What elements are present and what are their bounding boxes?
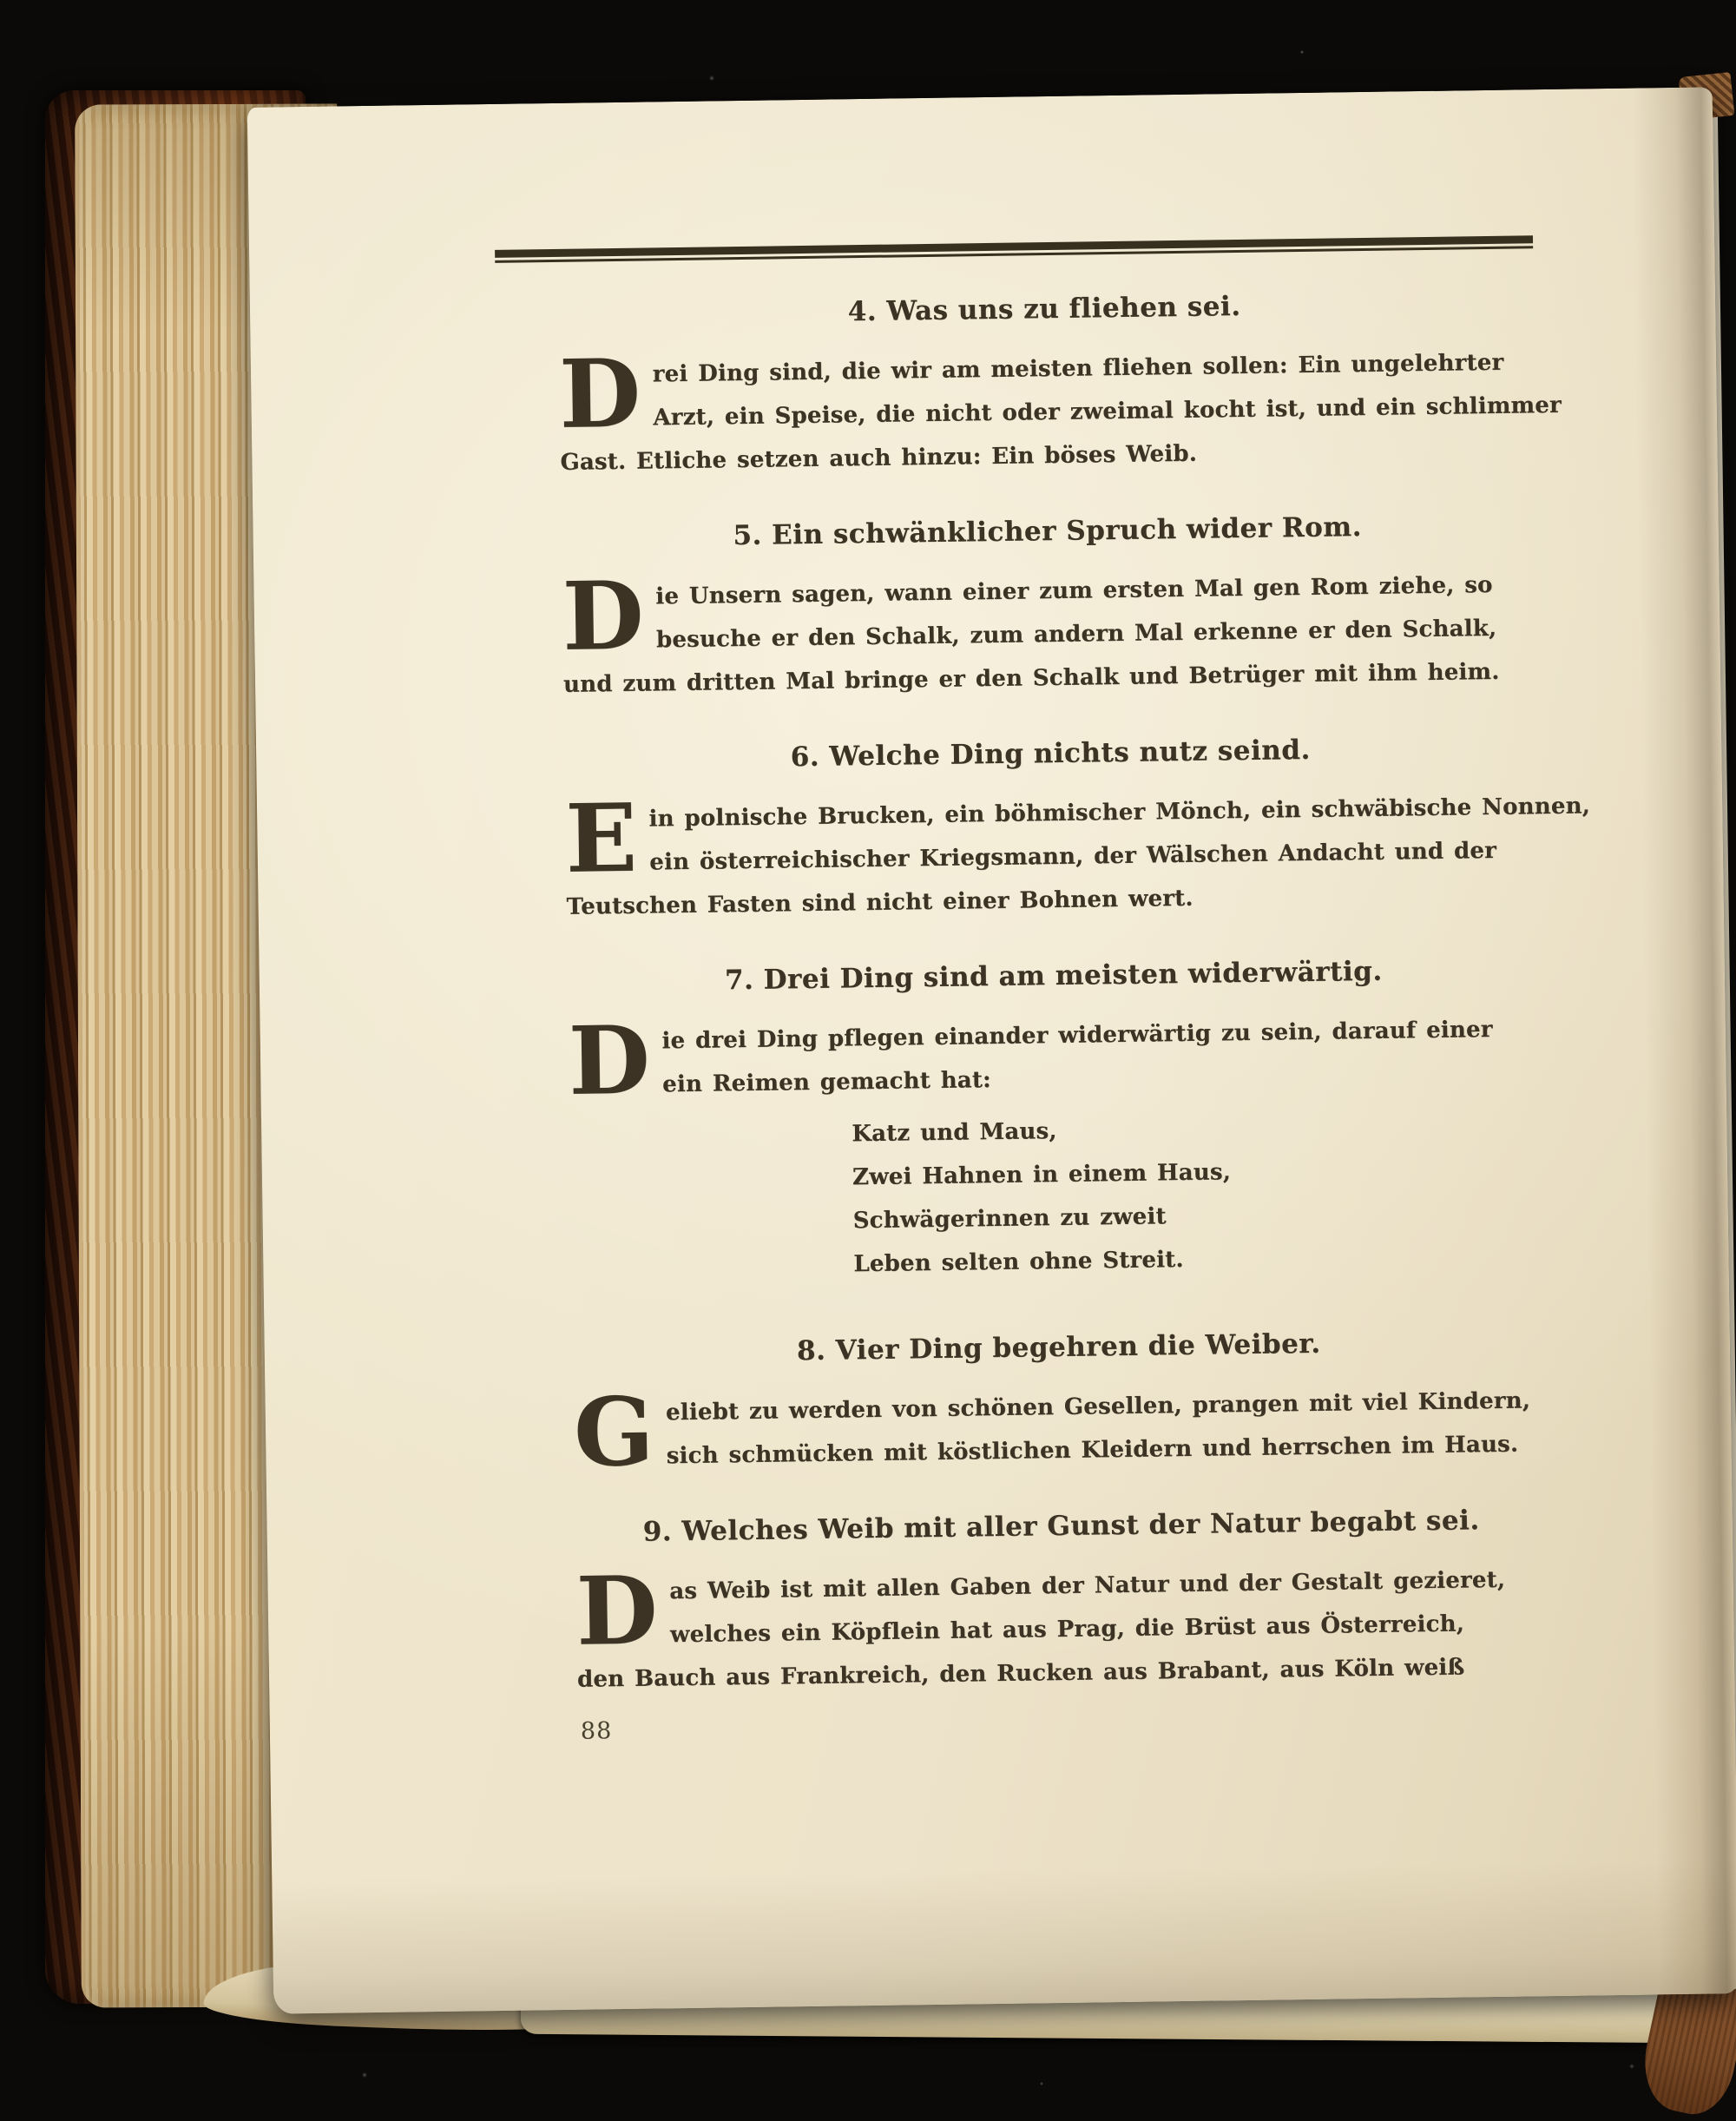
page-number: 88 <box>580 1717 613 1745</box>
verse-line: Katz und Maus, <box>852 1117 1057 1148</box>
drop-cap: E <box>564 783 638 894</box>
section-heading: 8. Vier Ding begehren die Weiber. <box>796 1327 1321 1367</box>
section-paragraph <box>575 1558 1549 1702</box>
body-line: in polnische Brucken, ein böhmischer Mönch, ein schwäbische Nonnen, <box>648 793 1591 833</box>
section-heading: 5. Ein schwänklicher Spruch wider Rom. <box>733 511 1363 552</box>
proverb-section-9 <box>575 1504 1549 1702</box>
section-paragraph <box>564 783 1591 929</box>
verse-line: Zwei Hahnen in einem Haus, <box>852 1159 1232 1191</box>
body-line: ie drei Ding pflegen einander widerwärtig zu sein, darauf einer <box>661 1016 1493 1055</box>
proverb-section-4 <box>558 287 1562 484</box>
proverb-section-7 <box>568 953 1544 1301</box>
section-paragraph <box>558 339 1562 484</box>
proverb-section-8 <box>573 1325 1547 1488</box>
section-heading: 6. Welche Ding nichts nutz seind. <box>790 734 1312 774</box>
body-line: ie Unsern sagen, wann einer zum ersten Mal gen Rom ziehe, so <box>655 571 1493 610</box>
section-heading: 9. Welches Weib mit aller Gunst der Natur begabt sei. <box>642 1505 1480 1548</box>
proverb-section-5 <box>561 509 1535 707</box>
section-heading: 4. Was uns zu fliehen sei. <box>847 290 1241 328</box>
divider-rule <box>495 235 1533 263</box>
section-paragraph <box>568 1005 1541 1116</box>
section-heading: 7. Drei Ding sind am meisten widerwärtig. <box>724 955 1383 997</box>
body-line: welches ein Köpflein hat aus Prag, die Brüst aus Österreich, <box>669 1611 1465 1649</box>
body-line: rei Ding sind, die wir am meisten fliehen sollen: Ein ungelehrter <box>652 349 1504 388</box>
body-line: besuche er den Schalk, zum andern Mal erkenne er den Schalk, <box>655 615 1497 654</box>
body-line: ein österreichischer Kriegsmann, der Wälschen Andacht und der <box>649 837 1497 876</box>
drop-cap: D <box>562 561 645 672</box>
body-line: ein Reimen gemacht hat: <box>661 1067 992 1098</box>
verse-line: Schwägerinnen zu zweit <box>852 1203 1167 1235</box>
section-paragraph <box>573 1377 1546 1488</box>
rhyme-verse <box>852 1103 1544 1286</box>
body-line: sich schmücken mit köstlichen Kleidern und herrschen im Haus. <box>666 1431 1519 1470</box>
proverb-section-6 <box>564 731 1591 929</box>
text-block <box>557 235 1591 1701</box>
body-line: den Bauch aus Frankreich, den Rucken aus Brabant, aus Köln weiß <box>576 1654 1465 1693</box>
body-line: Gast. Etliche setzen auch hinzu: Ein böses Weib. <box>560 440 1198 476</box>
body-line: und zum dritten Mal bringe er den Schalk und Betrüger mit ihm heim. <box>562 658 1500 698</box>
body-line: eliebt zu werden von schönen Gesellen, prangen mit viel Kindern, <box>665 1387 1531 1426</box>
verse-line: Leben selten ohne Streit. <box>853 1246 1184 1278</box>
body-line: Arzt, ein Speise, die nicht oder zweimal kocht ist, und ein schlimmer <box>653 392 1562 431</box>
body-line: Teutschen Fasten sind nicht einer Bohnen wert. <box>566 885 1194 920</box>
book-page <box>247 87 1736 2013</box>
drop-cap: G <box>573 1377 655 1488</box>
drop-cap: D <box>558 339 641 450</box>
body-line: as Weib ist mit allen Gaben der Natur und der Gestalt gezieret, <box>669 1566 1506 1605</box>
drop-cap: D <box>568 1005 651 1116</box>
drop-cap: D <box>575 1556 659 1667</box>
section-paragraph <box>562 563 1535 707</box>
